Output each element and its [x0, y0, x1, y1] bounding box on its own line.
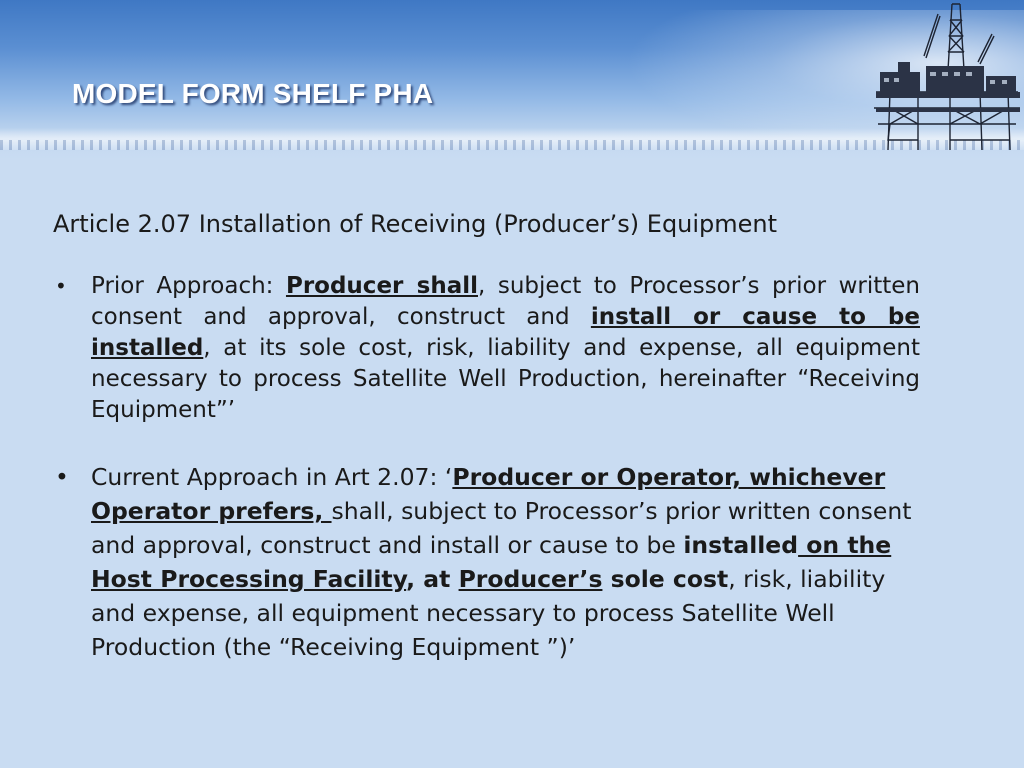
text-segment: Current Approach in Art 2.07: ‘ — [91, 463, 453, 491]
article-heading: Article 2.07 Installation of Receiving (Producer’s) Equipment — [53, 210, 778, 238]
emphasis-installed: installed — [683, 531, 799, 559]
emphasis-at: , at — [406, 565, 459, 593]
slide-title: MODEL FORM SHELF PHA — [72, 78, 434, 109]
bullet-list — [53, 271, 920, 664]
emphasis-host-processing-facility: on the Host Processing Facility — [91, 531, 892, 593]
text-segment: , risk, liability and expense, all equipment necessary to process Satellite Well Production (the “Receiving Equipment ”)’ — [91, 565, 886, 661]
emphasis-install-or-cause: install or cause to be installed — [91, 304, 920, 361]
emphasis-producer-or-operator: Producer or Operator, whichever Operator prefers, — [91, 463, 886, 525]
slide-body — [53, 210, 920, 664]
title-banner — [0, 0, 1024, 160]
bullet-current-approach — [53, 460, 920, 664]
emphasis-producers: Producer’s — [458, 565, 603, 593]
text-segment: , at its sole cost, risk, liability and expense, all equipment necessary to process Satellite Well Production, hereinafter “Receiving Equipment”’ — [91, 335, 920, 423]
text-segment: shall, subject to Processor’s prior written consent and approval, construct and install or cause to be — [91, 497, 912, 559]
text-segment: Prior Approach: — [91, 273, 286, 299]
bullet-marker: • — [55, 463, 69, 491]
bullet-marker: • — [55, 274, 67, 298]
text-segment: , subject to Processor’s prior written consent and approval, construct and — [91, 273, 920, 330]
emphasis-producer-shall: Producer shall — [285, 273, 478, 299]
oil-platform-image — [868, 0, 1024, 150]
emphasis-sole-cost: sole cost — [602, 565, 729, 593]
bullet-prior-approach — [53, 271, 920, 426]
